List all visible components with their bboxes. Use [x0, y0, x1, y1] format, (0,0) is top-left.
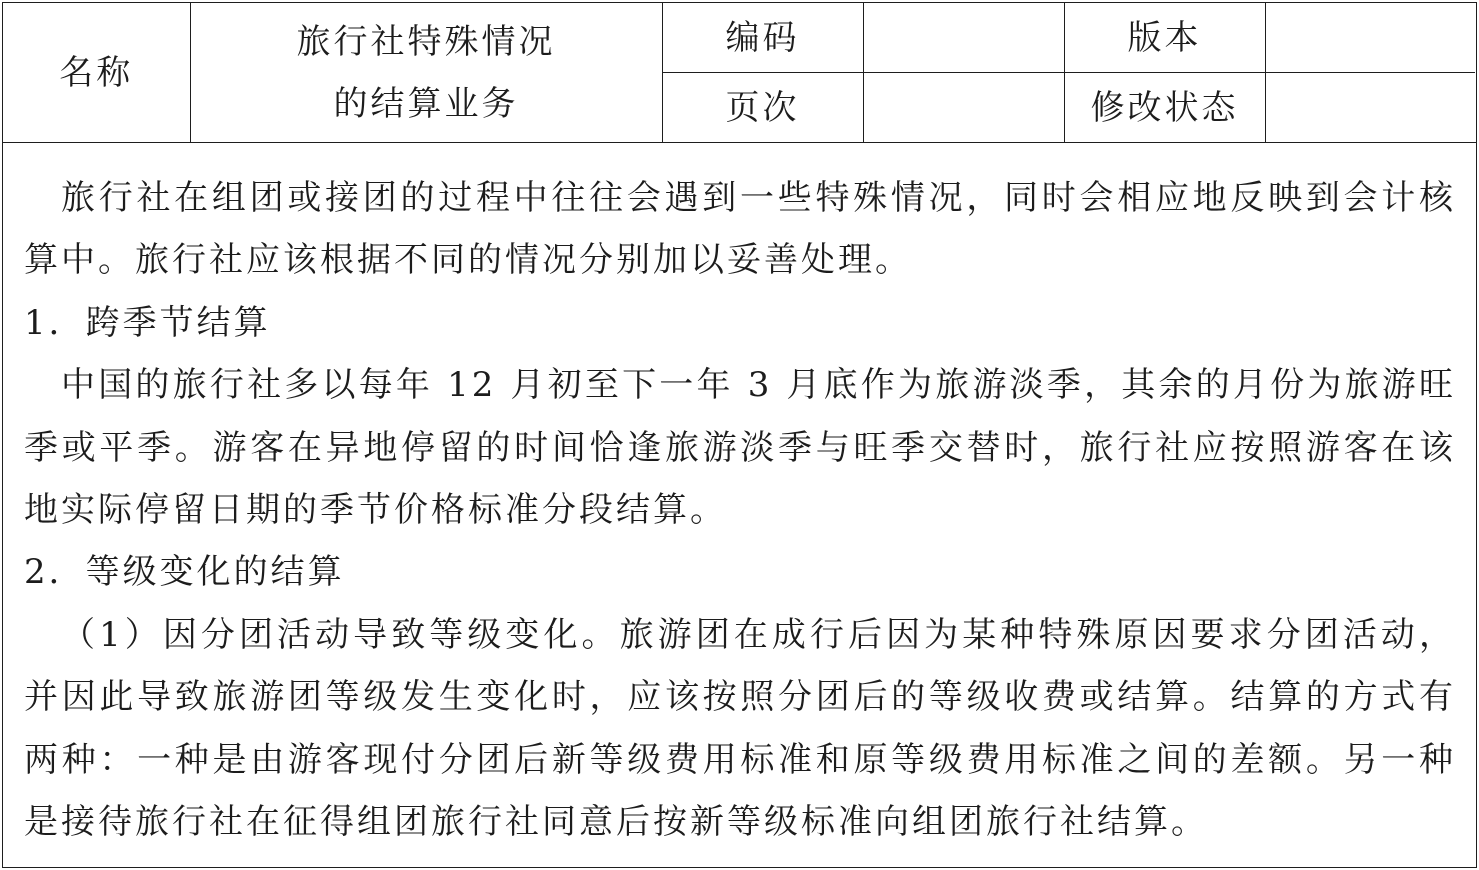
page-label: 页次: [725, 87, 800, 128]
page-label-cell: [662, 73, 863, 143]
section-heading: 1．跨季节结算: [24, 302, 271, 343]
text-line: 两种：一种是由游客现付分团后新等级费用标准和原等级费用标准之间的差额。另一种: [24, 739, 1456, 780]
intro-paragraph: [24, 167, 1456, 292]
text-line: 地实际停留日期的季节价格标准分段结算。: [24, 489, 727, 530]
name-label-cell: [3, 3, 190, 142]
document-title: [190, 3, 662, 142]
text-line: 是接待旅行社在征得组团旅行社同意后按新等级标准向组团旅行社结算。: [24, 801, 1208, 842]
section-paragraph: [24, 354, 1456, 541]
header-row: [3, 3, 1475, 73]
version-label: 版本: [1127, 17, 1202, 58]
code-label: 编码: [725, 17, 800, 58]
section-paragraph: [24, 604, 1456, 854]
text-line: 中国的旅行社多以每年 12 月初至下一年 3 月底作为旅游淡季，其余的月份为旅游旺: [61, 365, 1456, 406]
page-value: [863, 73, 1064, 143]
text-line: 季或平季。游客在异地停留的时间恰逢旅游淡季与旺季交替时，旅行社应按照游客在该: [24, 427, 1456, 468]
header-table: [3, 3, 1475, 142]
version-value: [1265, 3, 1475, 73]
code-label-cell: [662, 3, 863, 73]
document-frame: [2, 2, 1477, 868]
text-line: 算中。旅行社应该根据不同的情况分别加以妥善处理。: [24, 240, 912, 281]
name-label: 名称: [59, 52, 134, 93]
text-line: 旅行社在组团或接团的过程中往往会遇到一些特殊情况，同时会相应地反映到会计核: [61, 178, 1456, 218]
section-grade-change-settlement: [24, 541, 1456, 853]
revision-status-label-cell: [1064, 73, 1265, 143]
code-value: [863, 3, 1064, 73]
section-cross-season-settlement: [24, 292, 1456, 542]
text-line: 并因此导致旅游团等级发生变化时，应该按照分团后的等级收费或结算。结算的方式有: [24, 677, 1456, 718]
body-text: [3, 142, 1476, 853]
section-heading: 2．等级变化的结算: [24, 552, 345, 593]
version-label-cell: [1064, 3, 1265, 73]
title-line: 旅行社特殊情况: [296, 21, 556, 62]
text-line: （1）因分团活动导致等级变化。旅游团在成行后因为某种特殊原因要求分团活动，: [61, 614, 1456, 655]
title-line: 的结算业务: [333, 83, 519, 124]
revision-status-label: 修改状态: [1090, 87, 1239, 128]
revision-status-value: [1265, 73, 1475, 143]
